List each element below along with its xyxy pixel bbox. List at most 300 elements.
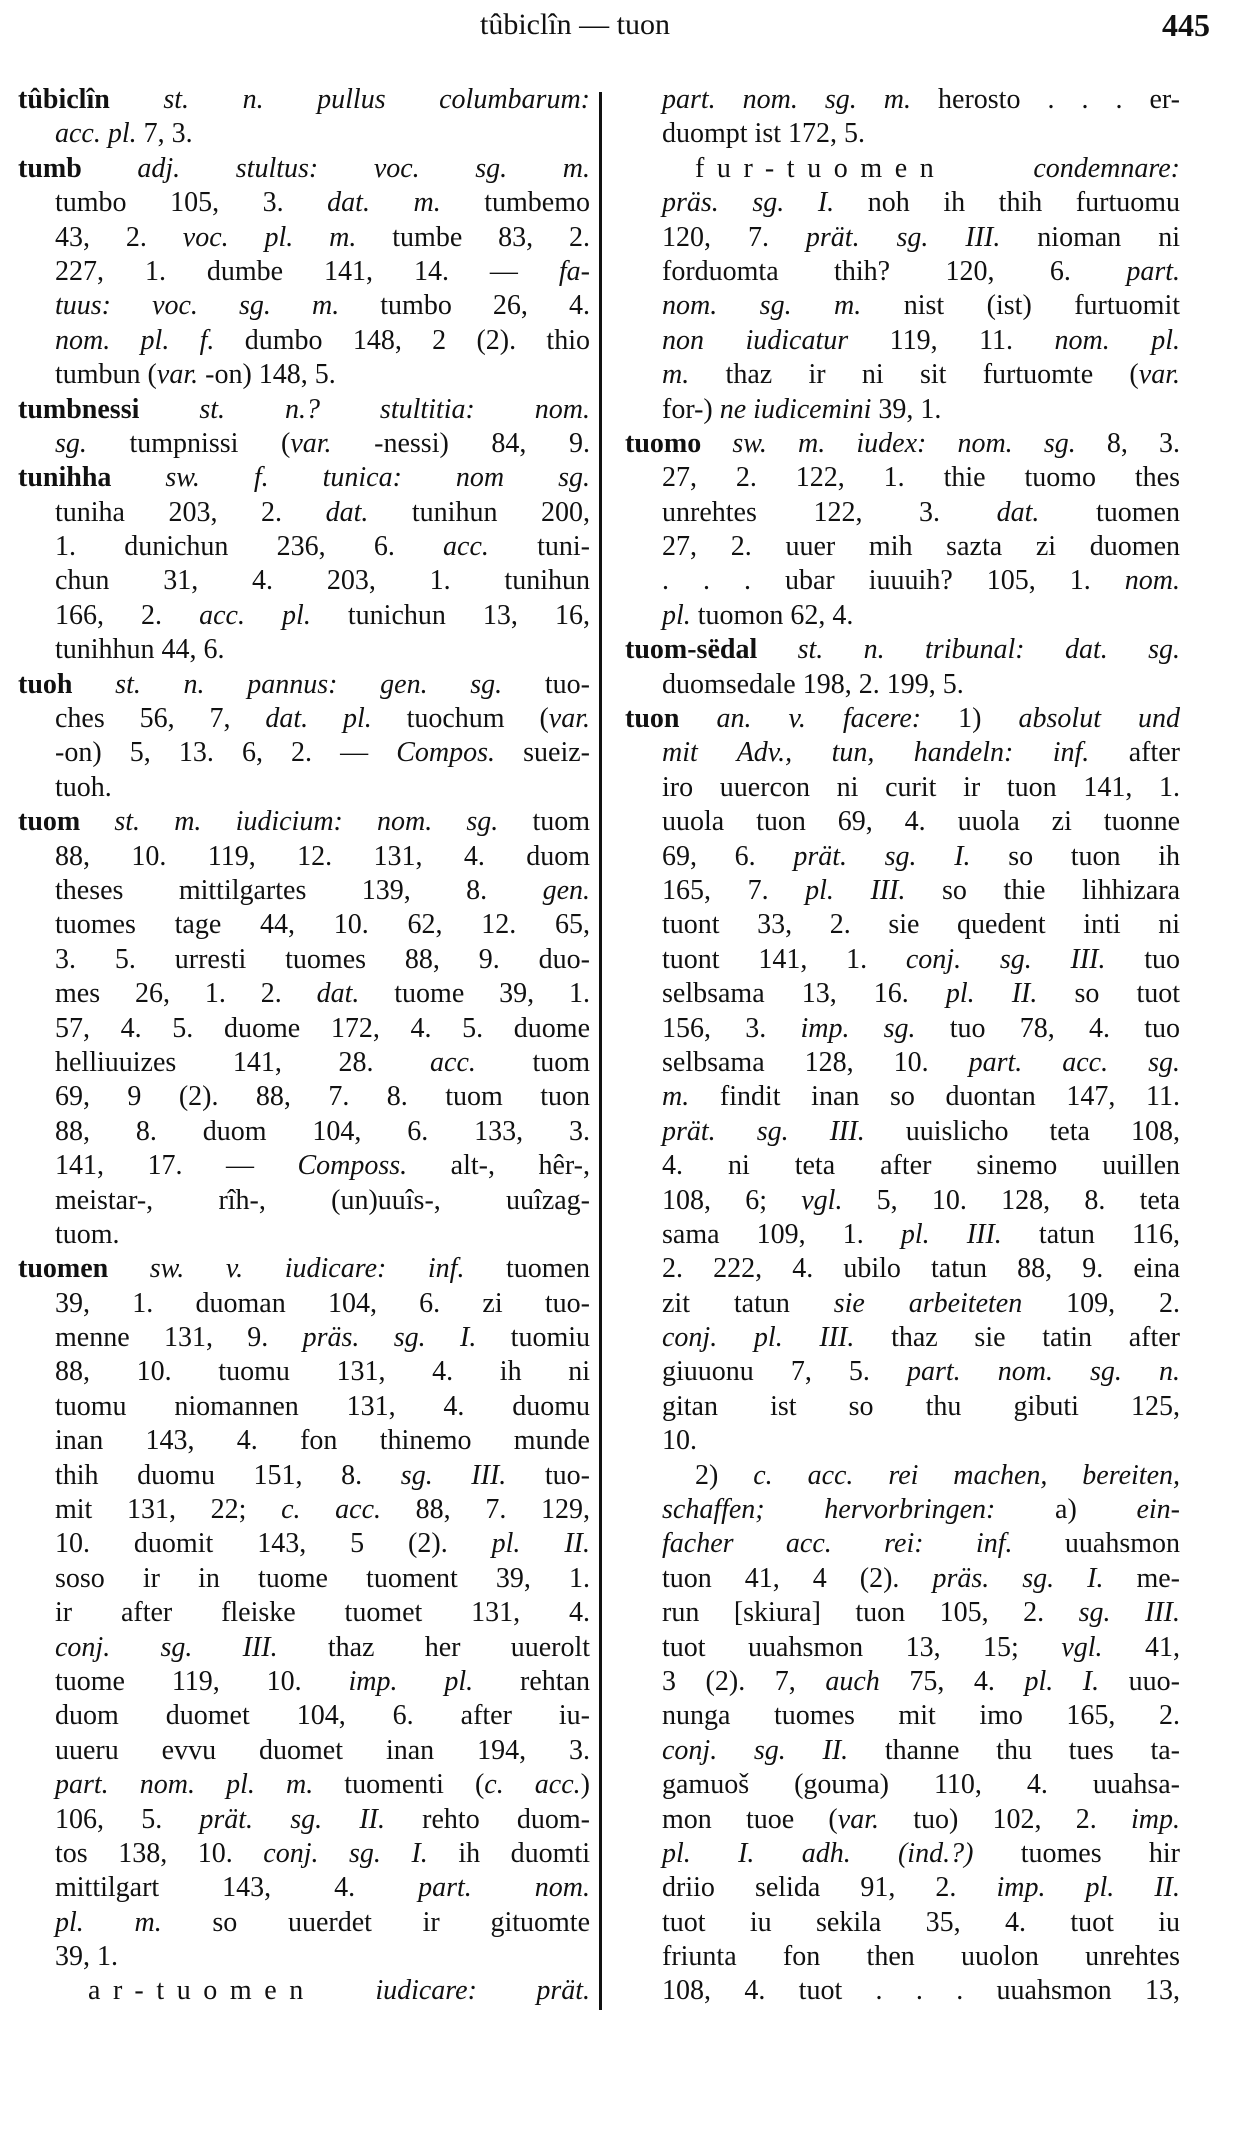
grammar-note: var. — [290, 427, 332, 459]
subentry-line — [625, 1459, 1180, 1493]
grammar-note: voc. pl. m. — [182, 221, 357, 253]
entry-line — [625, 805, 1180, 839]
grammar-note: part. nom. sg. n. — [907, 1356, 1181, 1388]
citation-text: thanne thu tues ta- — [848, 1734, 1180, 1766]
grammar-note: adj. stultus: voc. sg. m. — [81, 152, 590, 184]
entry-line — [18, 1149, 590, 1183]
citation-text: nioman ni — [1000, 221, 1181, 253]
entry-line — [625, 1390, 1180, 1424]
entry-line — [625, 1734, 1180, 1768]
entry-line — [625, 874, 1180, 908]
grammar-note: pl. II. — [945, 978, 1038, 1010]
citation-text: 1) — [921, 703, 1019, 735]
citation-text: 156, 3. — [662, 1012, 801, 1044]
citation-text: 3 (2). 7, — [662, 1665, 826, 1697]
entry-headline — [18, 152, 590, 186]
citation-text: mon tuoe ( — [662, 1803, 838, 1835]
citation-text: theses mittilgartes 139, 8. — [55, 874, 543, 906]
grammar-note: part. acc. sg. — [968, 1046, 1180, 1078]
headword: tuom-sëdal — [625, 634, 758, 666]
entry-line — [18, 1940, 590, 1974]
entry-line — [18, 1871, 590, 1905]
citation-text: selbsama 13, 16. — [662, 978, 946, 1010]
citation-text: duompt ist 172, 5. — [662, 118, 866, 150]
entry-line — [18, 771, 590, 805]
entry-line — [18, 358, 590, 392]
grammar-note: gen. — [542, 874, 590, 906]
entry-line — [18, 530, 590, 564]
grammar-note: pl. m. — [55, 1906, 162, 1938]
grammar-note: st. n. pullus columbarum: — [109, 84, 590, 115]
grammar-note: sg. — [55, 427, 87, 459]
citation-text: chun 31, 4. 203, 1. tunihun — [55, 565, 590, 597]
citation-text: run [skiura] tuon 105, 2. — [662, 1597, 1079, 1629]
entry-line — [18, 1459, 590, 1493]
entry-line — [625, 1837, 1180, 1871]
citation-text: rehto duom- — [384, 1803, 590, 1835]
grammar-note: Composs. — [297, 1150, 408, 1182]
citation-text: after — [1089, 737, 1180, 769]
entry-line — [18, 736, 590, 770]
entry-line — [18, 1355, 590, 1389]
grammar-note: m. — [662, 1081, 690, 1113]
citation-text: tuont 141, 1. — [662, 943, 906, 975]
headword: tuomo — [625, 427, 702, 459]
entry-line — [18, 1631, 590, 1665]
left-column — [18, 83, 590, 2009]
citation-text: tunichun 13, 16, — [310, 599, 590, 631]
citation-text: nunga tuomes mit imo 165, 2. — [662, 1700, 1180, 1732]
entry-headline — [18, 668, 590, 702]
entry-line — [18, 1562, 590, 1596]
citation-text: 10. — [662, 1425, 697, 1457]
entry-line — [625, 736, 1180, 770]
grammar-note: pl. III. — [900, 1218, 1002, 1250]
citation-text: -nessi) 84, 9. — [331, 427, 590, 459]
citation-text: noh ih thih furtuomu — [834, 187, 1181, 219]
citation-text: thaz ir ni sit furtuomte ( — [689, 359, 1139, 391]
entry-line — [18, 1012, 590, 1046]
grammar-note: conj. sg. III. — [55, 1631, 278, 1663]
grammar-note: dat. m. — [327, 187, 441, 219]
headword: tumbnessi — [18, 393, 140, 425]
citation-text: 2. 222, 4. ubilo tatun 88, 9. eina — [662, 1253, 1180, 1285]
entry-line — [18, 908, 590, 942]
citation-text: tuomen — [1039, 496, 1180, 528]
citation-text: tuniha 203, 2. — [55, 496, 326, 528]
citation-text: thih duomu 151, 8. — [55, 1459, 401, 1491]
citation-text: tuo- — [502, 668, 590, 700]
entry-line — [18, 1390, 590, 1424]
grammar-note: nom. pl. — [1054, 324, 1181, 356]
entry-line — [625, 530, 1180, 564]
citation-text: menne 131, 9. — [55, 1322, 303, 1354]
column-divider — [599, 92, 602, 2010]
entry-line — [625, 1252, 1180, 1286]
entry-line — [18, 702, 590, 736]
entry-headline — [625, 633, 1180, 667]
grammar-note: conj. pl. III. — [662, 1322, 855, 1354]
entry-line — [18, 1837, 590, 1871]
grammar-note: imp. pl. II. — [996, 1872, 1180, 1904]
citation-text: helliuuizes 141, 28. — [55, 1046, 431, 1078]
citation-text: forduomta thih? 120, 6. — [662, 255, 1127, 287]
grammar-note: prät. sg. III. — [805, 221, 1001, 253]
citation-text: 57, 4. 5. duome 172, 4. 5. duome — [55, 1012, 590, 1044]
entry-line — [18, 1493, 590, 1527]
grammar-note: st. n.? stultitia: nom. — [139, 393, 590, 425]
grammar-note: nom. sg. m. — [662, 290, 862, 322]
entry-line — [625, 840, 1180, 874]
headword: tunihha — [18, 462, 112, 494]
entry-line — [18, 1218, 590, 1252]
grammar-note: vgl. — [1061, 1631, 1103, 1663]
grammar-note: prät. sg. III. — [662, 1115, 865, 1147]
compound-headword: ar-tuomen — [88, 1975, 316, 2007]
entry-line — [625, 1974, 1180, 2008]
citation-text: sama 109, 1. — [662, 1218, 901, 1250]
citation-text: 88, 10. 119, 12. 131, 4. duom — [55, 840, 590, 872]
citation-text: iro uuercon ni curit ir tuon 141, 1. — [662, 771, 1180, 803]
citation-text: tos 138, 10. — [55, 1837, 264, 1869]
entry-line — [625, 358, 1180, 392]
citation-text: tuomen — [464, 1253, 590, 1285]
grammar-note: sg. III. — [400, 1459, 507, 1491]
entry-line — [625, 943, 1180, 977]
entry-line — [18, 1665, 590, 1699]
citation-text: 88, 10. tuomu 131, 4. ih ni — [55, 1356, 590, 1388]
grammar-note: iudicare: prät. — [315, 1975, 590, 2007]
grammar-note: st. m. iudicium: nom. sg. — [80, 806, 499, 838]
citation-text: gitan ist so thu gibuti 125, — [662, 1390, 1180, 1422]
entry-line — [625, 496, 1180, 530]
citation-text: tuomes hir — [973, 1837, 1180, 1869]
citation-text: 41, — [1102, 1631, 1180, 1663]
entry-line — [625, 1493, 1180, 1527]
entry-line — [625, 1871, 1180, 1905]
citation-text: tuome 119, 10. — [55, 1665, 349, 1697]
entry-line — [625, 117, 1180, 151]
citation-text: uuahsmon — [1012, 1528, 1180, 1560]
entry-line — [18, 633, 590, 667]
citation-text: 39, 1. — [871, 393, 942, 425]
grammar-note: part. nom. pl. m. — [55, 1769, 314, 1801]
citation-text: tuomenti ( — [313, 1769, 485, 1801]
citation-text: -on) 5, 13. 6, 2. — — [55, 737, 397, 769]
entry-line — [625, 1046, 1180, 1080]
citation-text: 120, 7. — [662, 221, 806, 253]
grammar-note: nom. pl. f. — [55, 324, 215, 356]
headword: tuomen — [18, 1253, 109, 1285]
entry-line — [18, 1046, 590, 1080]
citation-text: 227, 1. dumbe 141, 14. — — [55, 255, 559, 287]
entry-line — [625, 1012, 1180, 1046]
grammar-note: imp. — [1131, 1803, 1180, 1835]
citation-text: so tuot — [1037, 978, 1180, 1010]
entry-line — [18, 496, 590, 530]
entry-line — [625, 1115, 1180, 1149]
running-header: tûbiclîn — tuon — [480, 8, 670, 41]
citation-text: 75, 4. — [879, 1665, 1025, 1697]
citation-text: alt-, hêr-, — [407, 1150, 591, 1182]
entry-line — [625, 564, 1180, 598]
citation-text: ir after fleiske tuomet 131, 4. — [55, 1597, 590, 1629]
headword: tûbiclîn — [18, 84, 110, 115]
grammar-note: pl. I. — [1024, 1665, 1100, 1697]
entry-line — [625, 1218, 1180, 1252]
citation-text: tuom — [475, 1046, 591, 1078]
grammar-note: acc. — [443, 531, 489, 563]
citation-text: tuo) 102, 2. — [879, 1803, 1131, 1835]
citation-text: 27, 2. uuer mih sazta zi duomen — [662, 531, 1180, 563]
citation-text: uuola tuon 69, 4. uuola zi tuonne — [662, 806, 1180, 838]
entry-headline — [18, 461, 590, 495]
entry-line — [625, 1080, 1180, 1114]
grammar-note: prät. sg. I. — [793, 840, 971, 872]
grammar-note: nom. — [1124, 565, 1180, 597]
citation-text: tuomiu — [476, 1322, 590, 1354]
citation-text: tuochum ( — [371, 703, 549, 735]
entry-line — [625, 1321, 1180, 1355]
grammar-note: an. v. facere: — [679, 703, 922, 735]
citation-text: 88, 8. duom 104, 6. 133, 3. — [55, 1115, 590, 1147]
citation-text: ) — [580, 1769, 590, 1801]
citation-text: giuuonu 7, 5. — [662, 1356, 907, 1388]
page-number: 445 — [1162, 7, 1210, 43]
entry-line — [18, 186, 590, 220]
grammar-note: prät. sg. II. — [199, 1803, 385, 1835]
grammar-note: c. acc. — [281, 1494, 382, 1526]
entry-line — [18, 1424, 590, 1458]
entry-headline — [625, 702, 1180, 736]
grammar-note: part. — [1126, 255, 1180, 287]
headword: tuoh — [18, 668, 73, 700]
grammar-note: sg. III. — [1078, 1597, 1180, 1629]
entry-line — [625, 1527, 1180, 1561]
citation-text: 141, 17. — — [55, 1150, 298, 1182]
citation-text: sueiz- — [495, 737, 591, 769]
citation-text: thaz her uuerolt — [277, 1631, 591, 1663]
citation-text: 109, 2. — [1022, 1287, 1180, 1319]
entry-line — [18, 324, 590, 358]
citation-text: so tuon ih — [970, 840, 1180, 872]
grammar-note: pl. II. — [491, 1528, 590, 1560]
citation-text: tuot uuahsmon 13, 15; — [662, 1631, 1062, 1663]
entry-line — [18, 1734, 590, 1768]
grammar-note: conj. sg. II. — [662, 1734, 849, 1766]
citation-text: mes 26, 1. 2. — [55, 978, 317, 1010]
citation-text: tuni- — [488, 531, 590, 563]
headword: tumb — [18, 152, 82, 184]
citation-text: 10. duomit 143, 5 (2). — [55, 1528, 492, 1560]
entry-line — [18, 1803, 590, 1837]
entry-line — [625, 83, 1180, 117]
entry-line — [18, 221, 590, 255]
grammar-note: ne iudicemini — [719, 393, 872, 425]
entry-line — [18, 1115, 590, 1149]
citation-text: uueru evvu duomet inan 194, 3. — [55, 1734, 590, 1766]
grammar-note: pl. I. adh. (ind.?) — [662, 1837, 974, 1869]
citation-text: uuo- — [1099, 1665, 1181, 1697]
grammar-note: st. n. pannus: gen. sg. — [72, 668, 503, 700]
entry-line — [18, 977, 590, 1011]
entry-line — [625, 1562, 1180, 1596]
grammar-note: fa- — [558, 255, 590, 287]
grammar-note: condemnare: — [946, 152, 1180, 184]
citation-text: tuome 39, 1. — [359, 978, 590, 1010]
citation-text: so thie lihhizara — [905, 874, 1180, 906]
citation-text: meistar-, rîh-, (un)uuîs-, uuîzag- — [55, 1184, 590, 1216]
grammar-note: dat. — [316, 978, 360, 1010]
citation-text: herosto . . . er- — [911, 84, 1180, 115]
entry-line — [625, 771, 1180, 805]
citation-text: friunta fon then uuolon unrehtes — [662, 1941, 1180, 1973]
citation-text: 43, 2. — [55, 221, 183, 253]
entry-line — [18, 1699, 590, 1733]
citation-text: tumbo 26, 4. — [339, 290, 590, 322]
grammar-note: acc. pl. — [55, 118, 137, 150]
entry-line — [625, 1355, 1180, 1389]
entry-headline — [18, 393, 590, 427]
citation-text: findit inan so duontan 147, 11. — [689, 1081, 1180, 1113]
entry-line — [625, 1596, 1180, 1630]
grammar-note: var. — [548, 703, 591, 735]
grammar-note: vgl. — [801, 1184, 843, 1216]
citation-text: tumbun ( — [55, 359, 157, 391]
grammar-note: st. n. tribunal: dat. sg. — [757, 634, 1180, 666]
grammar-note: präs. sg. I. — [302, 1322, 477, 1354]
grammar-note: dat. — [325, 496, 369, 528]
entry-line — [18, 599, 590, 633]
entry-line — [625, 1699, 1180, 1733]
grammar-note: pl. — [662, 599, 691, 631]
grammar-note: acc. — [430, 1046, 476, 1078]
citation-text: for-) — [662, 393, 720, 425]
grammar-note: sw. v. iudicare: inf. — [108, 1253, 465, 1285]
entry-line — [18, 1184, 590, 1218]
citation-text: zit tatun — [662, 1287, 834, 1319]
citation-text: 119, 11. — [848, 324, 1055, 356]
citation-text: . . . ubar iuuuih? 105, 1. — [662, 565, 1125, 597]
grammar-note: imp. sg. — [800, 1012, 916, 1044]
citation-text: 8, 3. — [1075, 427, 1180, 459]
citation-text: a) — [995, 1494, 1137, 1526]
compound-headword: fur-tuomen — [695, 152, 947, 184]
grammar-note: m. — [662, 359, 690, 391]
entry-line — [625, 599, 1180, 633]
citation-text: tumpnissi ( — [86, 427, 291, 459]
citation-text: 165, 7. — [662, 874, 806, 906]
subentry-line — [18, 1974, 590, 2008]
grammar-note: ein- — [1136, 1494, 1180, 1526]
citation-text: 2) — [695, 1459, 754, 1491]
citation-text: driio selida 91, 2. — [662, 1872, 997, 1904]
entry-line — [625, 1803, 1180, 1837]
citation-text: 4. ni teta after sinemo uuillen — [662, 1150, 1180, 1182]
entry-line — [625, 1768, 1180, 1802]
entry-line — [625, 1665, 1180, 1699]
grammar-note: schaffen; hervorbringen: — [662, 1494, 996, 1526]
grammar-note: imp. pl. — [348, 1665, 474, 1697]
entry-line — [18, 1080, 590, 1114]
grammar-note: sw. f. tunica: nom sg. — [111, 462, 590, 494]
grammar-note: sw. m. iudex: nom. sg. — [701, 427, 1076, 459]
citation-text: 166, 2. — [55, 599, 200, 631]
grammar-note: c. acc. — [484, 1769, 581, 1801]
grammar-note: dat. — [996, 496, 1040, 528]
citation-text: 1. dunichun 236, 6. — [55, 531, 444, 563]
citation-text: 5, 10. 128, 8. teta — [842, 1184, 1180, 1216]
citation-text: tatun 116, — [1001, 1218, 1180, 1250]
citation-text: tuoh. — [55, 771, 112, 803]
citation-text: mit 131, 22; — [55, 1494, 282, 1526]
entry-line — [18, 289, 590, 323]
citation-text: tunihhun 44, 6. — [55, 634, 225, 666]
citation-text: tuomes tage 44, 10. 62, 12. 65, — [55, 909, 590, 941]
citation-text: dumbo 148, 2 (2). thio — [214, 324, 590, 356]
entry-line — [18, 427, 590, 461]
headword: tuom — [18, 806, 81, 838]
citation-text: 88, 7. 129, — [381, 1494, 590, 1526]
entry-line — [625, 908, 1180, 942]
entry-line — [625, 1631, 1180, 1665]
entry-line — [18, 255, 590, 289]
citation-text: duomsedale 198, 2. 199, 5. — [662, 668, 964, 700]
grammar-note: tuus: voc. sg. m. — [55, 290, 340, 322]
citation-text: tumbo 105, 3. — [55, 187, 328, 219]
grammar-note: absolut und — [1018, 703, 1180, 735]
citation-text: tuo — [1105, 943, 1181, 975]
entry-line — [18, 1596, 590, 1630]
grammar-note: var. — [1138, 359, 1180, 391]
citation-text: selbsama 128, 10. — [662, 1046, 969, 1078]
entry-line — [625, 461, 1180, 495]
citation-text: duom duomet 104, 6. after iu- — [55, 1700, 590, 1732]
citation-text: tuo- — [506, 1459, 590, 1491]
citation-text: 7, 3. — [136, 118, 193, 150]
entry-line — [18, 1527, 590, 1561]
citation-text: tumbe 83, 2. — [356, 221, 591, 253]
entry-line — [625, 186, 1180, 220]
grammar-note: auch — [825, 1665, 880, 1697]
entry-line — [625, 1424, 1180, 1458]
citation-text: thaz sie tatin after — [854, 1322, 1180, 1354]
grammar-note: conj. sg. I. — [263, 1837, 428, 1869]
citation-text: uuislicho teta 108, — [864, 1115, 1181, 1147]
grammar-note: conj. sg. III. — [905, 943, 1106, 975]
grammar-note: sie arbeiteten — [833, 1287, 1023, 1319]
entry-line — [18, 117, 590, 151]
entry-line — [625, 1940, 1180, 1974]
entry-line — [625, 668, 1180, 702]
citation-text: tunihun 200, — [368, 496, 590, 528]
grammar-note: mit Adv., tun, handeln: inf. — [662, 737, 1090, 769]
citation-text: soso ir in tuome tuoment 39, 1. — [55, 1562, 590, 1594]
citation-text: 3. 5. urresti tuomes 88, 9. duo- — [55, 943, 590, 975]
entry-line — [18, 1906, 590, 1940]
citation-text: nist (ist) furtuomit — [861, 290, 1181, 322]
entry-line — [18, 943, 590, 977]
citation-text: -on) 148, 5. — [198, 359, 336, 391]
citation-text: tuot iu sekila 35, 4. tuot iu — [662, 1906, 1180, 1938]
entry-line — [625, 393, 1180, 427]
entry-line — [625, 255, 1180, 289]
citation-text: tuon 41, 4 (2). — [662, 1562, 933, 1594]
grammar-note: part. nom. — [418, 1872, 590, 1904]
entry-line — [18, 1321, 590, 1355]
entry-line — [18, 564, 590, 598]
citation-text: inan 143, 4. fon thinemo munde — [55, 1425, 590, 1457]
